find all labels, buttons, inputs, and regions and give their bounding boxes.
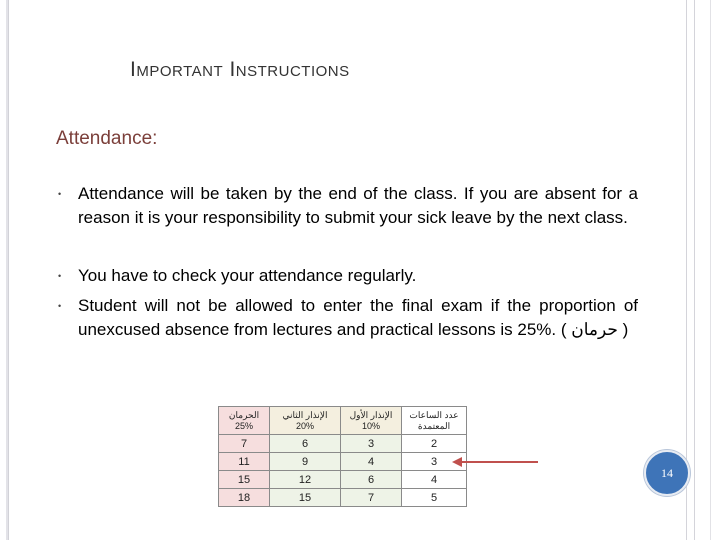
bullet-icon: • xyxy=(58,271,62,281)
table-cell: 15 xyxy=(219,471,270,489)
header-second-warning: الإنذار الثاني 20% xyxy=(270,407,341,435)
table-cell: 18 xyxy=(219,489,270,507)
table-cell: 5 xyxy=(402,489,467,507)
table-cell: 15 xyxy=(270,489,341,507)
frame-right-line xyxy=(694,0,695,540)
table-row xyxy=(219,453,467,471)
bullet-list xyxy=(56,182,638,342)
attendance-table xyxy=(218,406,467,507)
table-cell: 2 xyxy=(402,435,467,453)
header-deprivation: الحرمان 25% xyxy=(219,407,270,435)
bullet-text: You have to check your attendance regularly. xyxy=(78,266,417,285)
table-cell: 11 xyxy=(219,453,270,471)
frame-right-line xyxy=(686,0,687,540)
table-row xyxy=(219,435,467,453)
table-row xyxy=(219,471,467,489)
bullet-item xyxy=(56,294,638,342)
table-cell: 4 xyxy=(402,471,467,489)
frame-right-line xyxy=(710,0,711,540)
bullet-item xyxy=(56,264,638,288)
table-cell: 7 xyxy=(219,435,270,453)
table-cell: 7 xyxy=(341,489,402,507)
bullet-text: Attendance will be taken by the end of the class. If you are absent for a reason it is your responsibility to submit your sick leave by the next class. xyxy=(78,184,638,227)
bullet-item xyxy=(56,182,638,230)
table-header-row xyxy=(219,407,467,435)
header-first-warning: الإنذار الأول 10% xyxy=(341,407,402,435)
bullet-text: Student will not be allowed to enter the final exam if the proportion of unexcused absence from lectures and practical lessons is 25%. ( حرمان ) xyxy=(78,296,638,339)
arrow-left-icon xyxy=(452,455,540,469)
table-cell: 6 xyxy=(341,471,402,489)
slide-title: Important Instructions xyxy=(130,58,350,81)
table-cell: 6 xyxy=(270,435,341,453)
table-cell: 3 xyxy=(341,435,402,453)
table-cell: 4 xyxy=(341,453,402,471)
page-number-badge: 14 xyxy=(644,450,690,496)
section-heading: Attendance: xyxy=(56,128,158,149)
table-cell: 12 xyxy=(270,471,341,489)
bullet-icon: • xyxy=(58,189,62,199)
frame-left-border xyxy=(6,0,9,540)
header-credit-hours: عدد الساعات المعتمدة xyxy=(402,407,467,435)
table-cell: 3 xyxy=(402,453,467,471)
table-cell: 9 xyxy=(270,453,341,471)
bullet-icon: • xyxy=(58,301,62,311)
table-row xyxy=(219,489,467,507)
